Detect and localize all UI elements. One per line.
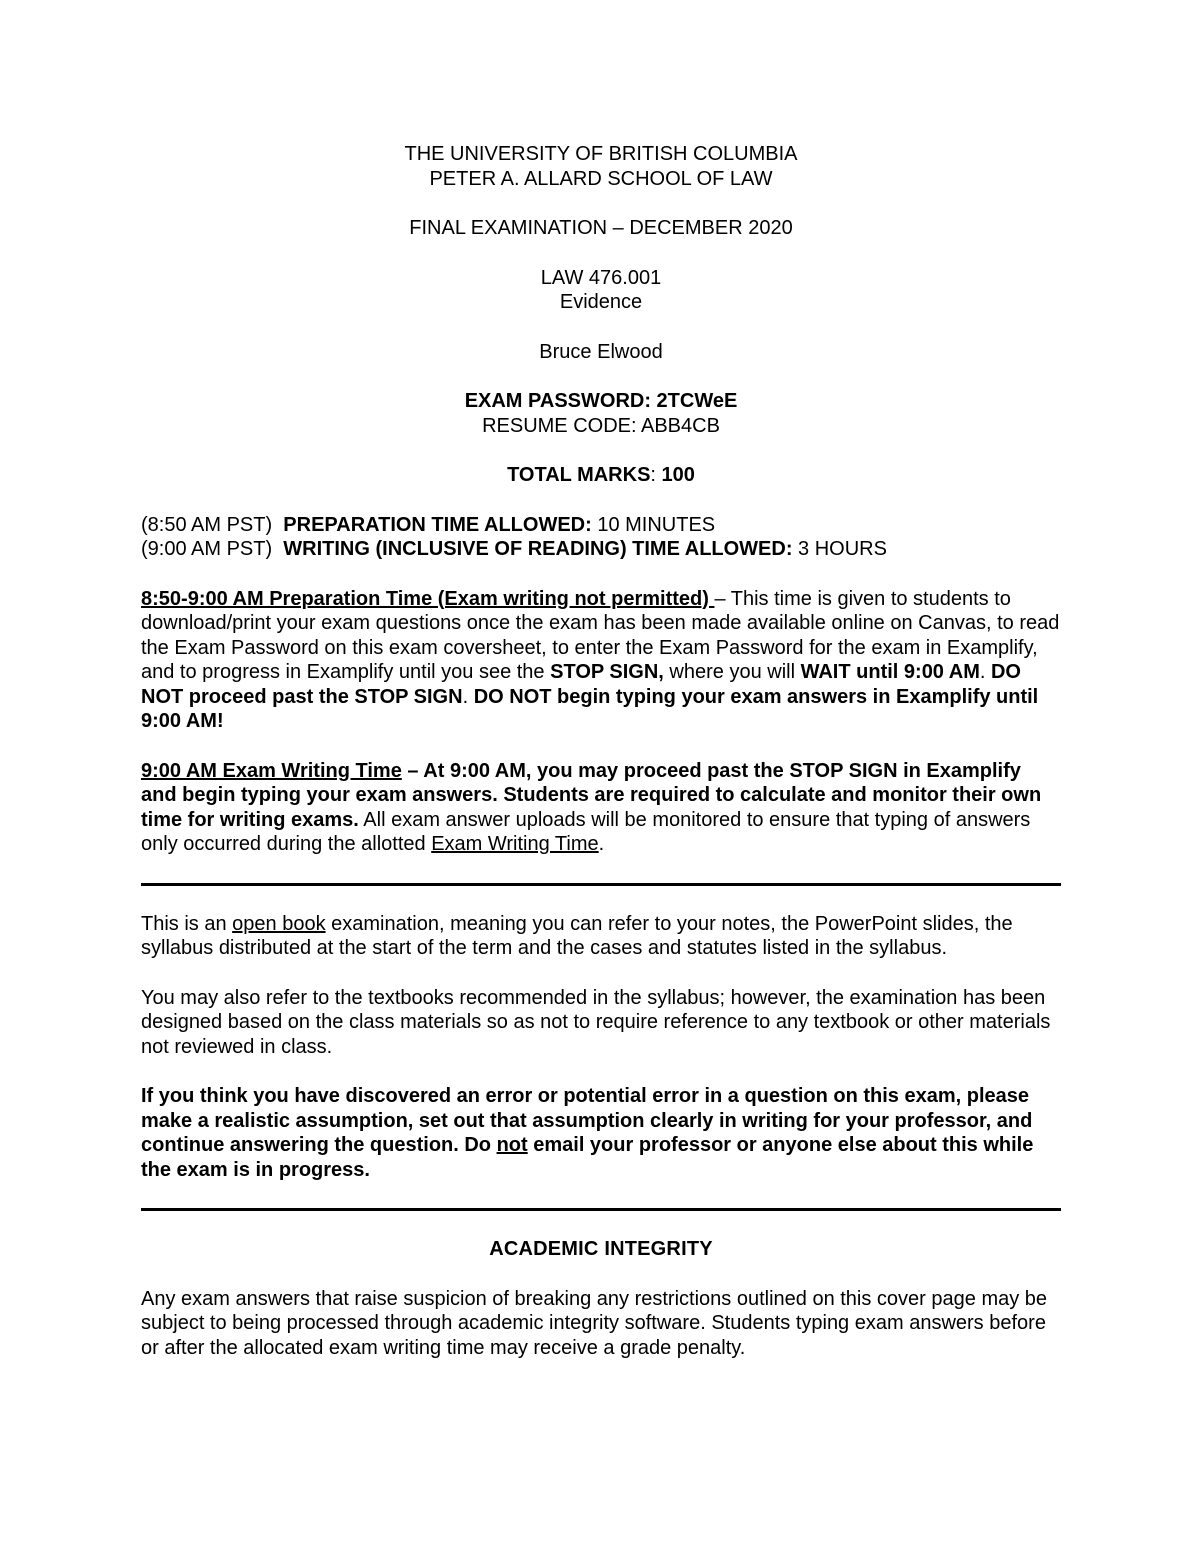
prep-value: 10 MINUTES xyxy=(591,513,716,536)
prep-heading: 8:50-9:00 AM Preparation Time (Exam writing not permitted) xyxy=(141,587,715,610)
error-pre: If you think you have discovered an error or potential error in a question on this exam, please make a realistic assumption, set out that assumption clearly in writing for your professor, and continue answering the question. Do xyxy=(141,1085,1033,1156)
header-block xyxy=(141,142,1061,488)
prep-time-row xyxy=(141,513,1061,538)
prep-text-4: . xyxy=(462,685,474,708)
writing-paragraph xyxy=(141,759,1061,857)
writing-time-row xyxy=(141,537,1061,562)
prep-text-3: . xyxy=(979,661,991,683)
total-marks-value: 100 xyxy=(661,464,695,486)
exam-password: EXAM PASSWORD: 2TCWeE xyxy=(464,390,738,412)
textbooks-paragraph: You may also refer to the textbooks recommended in the syllabus; however, the examination has been designed based on the class materials so as not to require reference to any textbook or other materials not reviewed in class. xyxy=(141,986,1051,1058)
open-book-pre: This is an xyxy=(141,912,233,935)
preparation-paragraph xyxy=(141,587,1061,734)
do-not-proceed-text: DO NOT proceed past the STOP SIGN xyxy=(141,661,1021,708)
university-name: THE UNIVERSITY OF BRITISH COLUMBIA xyxy=(404,143,798,165)
open-book-paragraph xyxy=(141,912,1061,961)
prep-label: PREPARATION TIME ALLOWED: xyxy=(283,513,592,536)
resume-code: RESUME CODE: ABB4CB xyxy=(482,414,720,437)
school-name: PETER A. ALLARD SCHOOL OF LAW xyxy=(429,167,773,190)
writing-end: . xyxy=(598,833,605,855)
cover-content xyxy=(141,142,1061,1360)
integrity-paragraph: Any exam answers that raise suspicion of breaking any restrictions outlined on this cover page may be subject to being processed through academic integrity software. Students typing exam answers before or after the allocated exam writing time may receive a grade penalty. xyxy=(141,1287,1048,1359)
do-not-begin-text: DO NOT begin typing your exam answers in Examplify until 9:00 AM! xyxy=(141,685,1039,732)
total-marks xyxy=(141,463,1061,488)
exam-writing-time-text: Exam Writing Time xyxy=(431,833,599,855)
writing-heading: 9:00 AM Exam Writing Time xyxy=(141,759,402,782)
stop-sign-text: STOP SIGN, xyxy=(550,661,664,683)
instructor-name: Bruce Elwood xyxy=(539,340,663,363)
open-book-post: examination, meaning you can refer to your notes, the PowerPoint slides, the syllabus distributed at the start of the term and the cases and statutes listed in the syllabus. xyxy=(141,912,1013,959)
writing-time: (9:00 AM PST) xyxy=(141,538,273,560)
open-book-underlined: open book xyxy=(232,912,326,935)
total-marks-separator: : xyxy=(650,464,662,486)
writing-label: WRITING (INCLUSIVE OF READING) TIME ALLOWED: xyxy=(283,538,793,560)
error-post: email your professor or anyone else about this while the exam is in progress. xyxy=(141,1134,1034,1181)
writing-text: All exam answer uploads will be monitored to ensure that typing of answers only occurred during the allotted xyxy=(141,808,1031,855)
prep-text-1: – This time is given to students to download/print your exam questions once the exam has been made available online on Canvas, to read the Exam Password on this exam coversheet, to enter the Exam Password for the exam in Examplify, and to progress in Examplify until you see the xyxy=(141,587,1060,683)
course-name: Evidence xyxy=(559,291,643,313)
writing-bold-text: – At 9:00 AM, you may proceed past the STOP SIGN in Examplify and begin typing your exam answers. Students are required to calculate and monitor their own time for writing exams. xyxy=(141,759,1042,831)
exam-title: FINAL EXAMINATION – DECEMBER 2020 xyxy=(409,217,793,239)
prep-text-2: where you will xyxy=(663,661,801,683)
course-code: LAW 476.001 xyxy=(540,266,662,289)
prep-time: (8:50 AM PST) xyxy=(141,513,273,536)
error-paragraph xyxy=(141,1084,1061,1182)
integrity-heading: ACADEMIC INTEGRITY xyxy=(489,1238,713,1260)
wait-text: WAIT until 9:00 AM xyxy=(800,661,980,683)
schedule-block xyxy=(141,513,1061,562)
error-underlined: not xyxy=(496,1134,528,1156)
total-marks-label: TOTAL MARKS xyxy=(507,464,651,486)
writing-value: 3 HOURS xyxy=(792,538,887,560)
